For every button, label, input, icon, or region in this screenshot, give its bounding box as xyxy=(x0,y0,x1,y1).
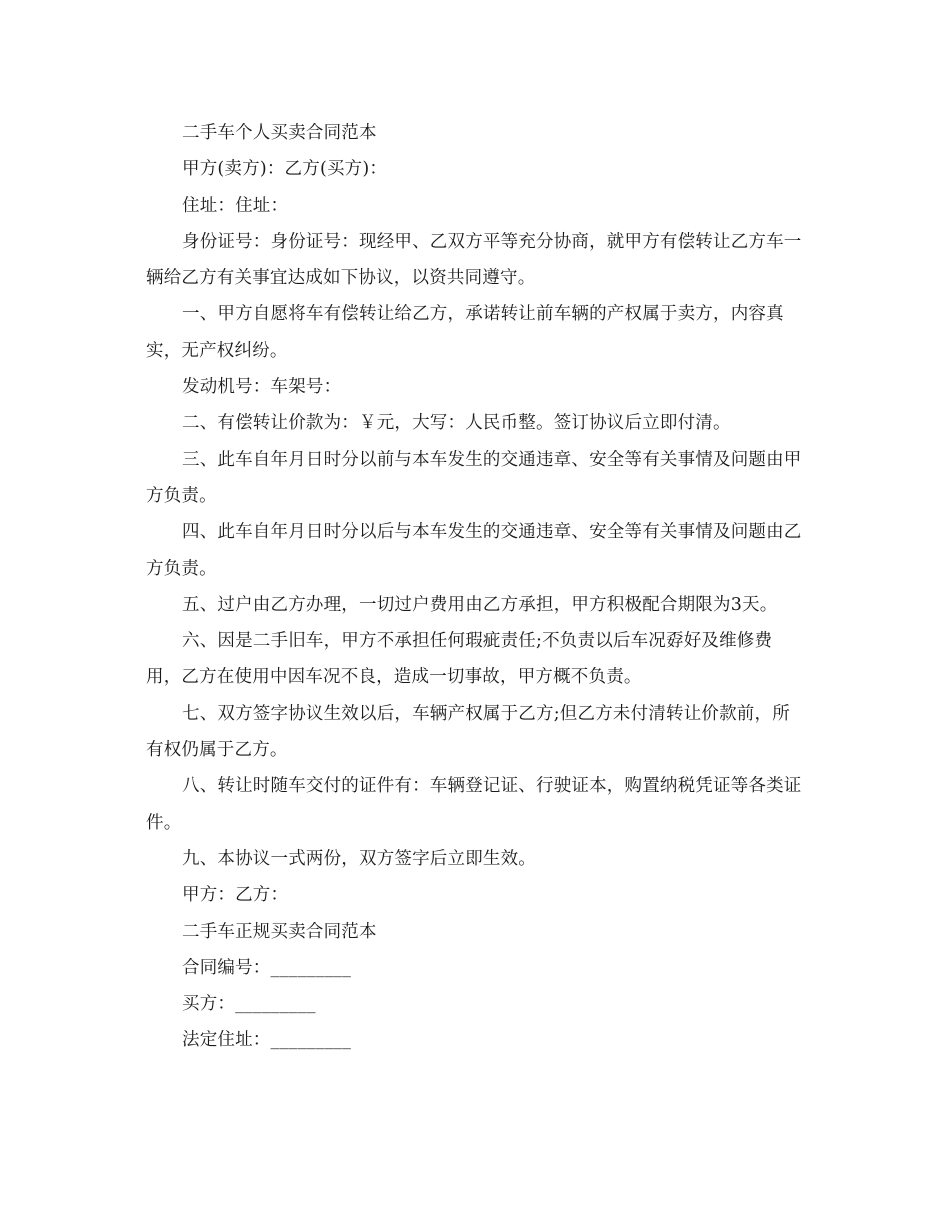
buyer-line: 买方：_________ xyxy=(182,994,316,1015)
signature-line: 甲方：乙方： xyxy=(182,885,289,906)
document-title: 二手车个人买卖合同范本 xyxy=(182,123,377,143)
legal-address-line: 法定住址：_________ xyxy=(182,1030,352,1051)
contract-number-line: 合同编号：_________ xyxy=(182,957,352,978)
party-line: 甲方(卖方)：乙方(买方)： xyxy=(182,159,388,180)
clause-5: 五、过户由乙方办理，一切过户费用由乙方承担，甲方积极配合期限为3天。 xyxy=(182,594,778,615)
engine-frame-line: 发动机号：车架号： xyxy=(182,377,342,398)
clause-1: 一、甲方自愿将车有偿转让给乙方，承诺转让前车辆的产权属于卖方，内容真实，无产权纠纷。 xyxy=(146,304,784,361)
clause-3: 三、此车自年月日时分以前与本车发生的交通违章、安全等有关事情及问题由甲方负责。 xyxy=(146,449,802,506)
address-line: 住址：住址： xyxy=(182,195,289,216)
clause-9: 九、本协议一式两份，双方签字后立即生效。 xyxy=(182,848,536,869)
document-body xyxy=(146,115,806,1059)
clause-2: 二、有偿转让价款为：￥元，大写：人民币整。签订协议后立即付清。 xyxy=(182,413,731,434)
id-number-paragraph: 身份证号：身份证号：现经甲、乙双方平等充分协商，就甲方有偿转让乙方车一辆给乙方有关事宜达成如下协议，以资共同遵守。 xyxy=(146,231,802,289)
clause-6: 六、因是二手旧车，甲方不承担任何瑕疵责任;不负责以后车况孬好及维修费用，乙方在使用中因车况不良，造成一切事故，甲方概不负责。 xyxy=(146,631,773,688)
clause-4: 四、此车自年月日时分以后与本车发生的交通违章、安全等有关事情及问题由乙方负责。 xyxy=(146,522,802,579)
clause-8: 八、转让时随车交付的证件有：车辆登记证、行驶证本，购置纳税凭证等各类证件。 xyxy=(146,776,802,833)
clause-7: 七、双方签字协议生效以后，车辆产权属于乙方;但乙方未付清转让价款前，所有权仍属于乙方。 xyxy=(146,703,790,761)
second-contract-title: 二手车正规买卖合同范本 xyxy=(182,921,377,942)
